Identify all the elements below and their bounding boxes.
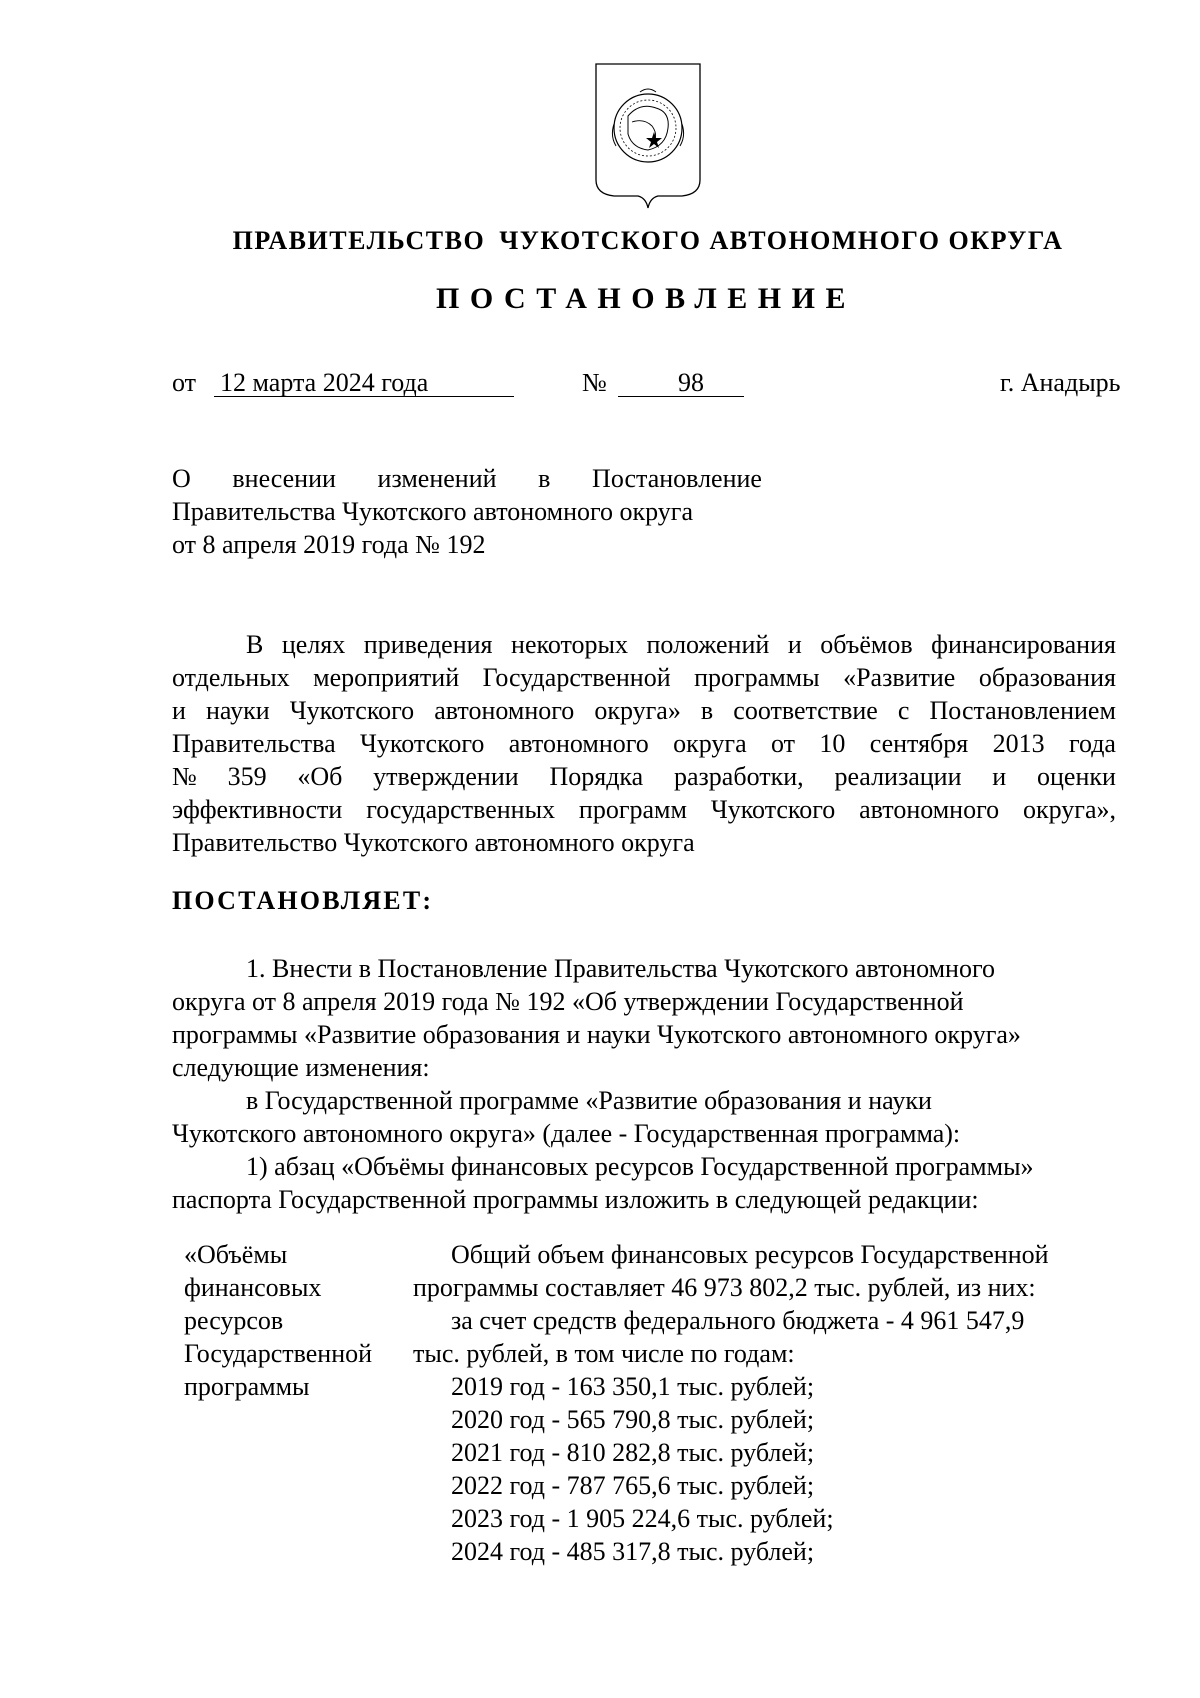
organization-title-part2: ЧУКОТСКОГО АВТОНОМНОГО ОКРУГА bbox=[499, 226, 1064, 255]
number-field bbox=[618, 366, 744, 400]
table-label-line: Государственной bbox=[184, 1339, 373, 1368]
word: 10 bbox=[819, 729, 846, 758]
word: приведения bbox=[363, 630, 493, 659]
document-subject bbox=[172, 462, 762, 561]
word: автономного bbox=[859, 795, 1000, 824]
preamble-line bbox=[172, 661, 1116, 694]
subject-word: Постановление bbox=[592, 464, 762, 493]
table-year-row: 2020 год - 565 790,8 тыс. рублей; bbox=[451, 1405, 815, 1434]
table-label-column bbox=[184, 1238, 404, 1403]
program-line: Чукотского автономного округа» (далее - Государственная программа): bbox=[172, 1119, 961, 1148]
item-1-line: 1. Внести в Постановление Правительства Чукотского автономного bbox=[246, 954, 995, 983]
document-type-title: ПОСТАНОВЛЕНИЕ bbox=[436, 282, 856, 315]
number-prefix: № bbox=[582, 368, 607, 397]
subitem-1-line: 1) абзац «Объёмы финансовых ресурсов Государственной программы» bbox=[246, 1152, 1034, 1181]
word: утверждении bbox=[373, 762, 519, 791]
table-value-line: тыс. рублей, в том числе по годам: bbox=[413, 1339, 795, 1368]
word: реализации bbox=[834, 762, 962, 791]
word: Постановлением bbox=[929, 696, 1116, 725]
word: «Об bbox=[297, 762, 343, 791]
subject-line-1 bbox=[172, 462, 762, 495]
word: финансирования bbox=[931, 630, 1116, 659]
table-year-row: 2023 год - 1 905 224,6 тыс. рублей; bbox=[451, 1504, 834, 1533]
preamble-line bbox=[172, 628, 1116, 661]
word: эффективности bbox=[172, 795, 343, 824]
item-1-line-last: следующие изменения: bbox=[172, 1053, 430, 1082]
table-year-row: 2021 год - 810 282,8 тыс. рублей; bbox=[451, 1438, 815, 1467]
date-prefix: от bbox=[172, 368, 197, 397]
table-year-row: 2024 год - 485 317,8 тыс. рублей; bbox=[451, 1537, 815, 1566]
word: программ bbox=[578, 795, 687, 824]
word: 2013 bbox=[992, 729, 1045, 758]
word: автономного bbox=[508, 729, 649, 758]
word: № bbox=[172, 762, 197, 791]
subject-line-2: Правительства Чукотского автономного округа bbox=[172, 497, 694, 526]
table-year-row: 2019 год - 163 350,1 тыс. рублей; bbox=[451, 1372, 815, 1401]
table-value-column bbox=[413, 1238, 1119, 1568]
preamble-line-last: Правительство Чукотского автономного округа bbox=[172, 828, 695, 857]
preamble-line bbox=[172, 793, 1116, 826]
decree-items bbox=[172, 952, 1116, 1216]
word: и bbox=[172, 696, 186, 725]
table-value-line: за счет средств федерального бюджета - 4 961 547,9 bbox=[451, 1306, 1025, 1335]
word: «Развитие bbox=[843, 663, 956, 692]
word: округа» bbox=[594, 696, 681, 725]
preamble-line bbox=[172, 694, 1116, 727]
word: сентября bbox=[869, 729, 969, 758]
table-value-line: Общий объем финансовых ресурсов Государственной bbox=[451, 1240, 1049, 1269]
word: отдельных bbox=[172, 663, 290, 692]
word: в bbox=[700, 696, 714, 725]
document-date: 12 марта 2024 года bbox=[214, 369, 514, 397]
table-label-line: ресурсов bbox=[184, 1306, 284, 1335]
table-label-line: «Объёмы bbox=[184, 1240, 288, 1269]
preamble-line bbox=[172, 727, 1116, 760]
word: округа bbox=[673, 729, 747, 758]
word: некоторых bbox=[511, 630, 628, 659]
word: Порядка bbox=[549, 762, 644, 791]
preamble-line bbox=[172, 760, 1116, 793]
word: с bbox=[897, 696, 910, 725]
item-1-line: программы «Развитие образования и науки Чукотского автономного округа» bbox=[172, 1020, 1021, 1049]
preamble bbox=[172, 628, 1116, 859]
table-value-line: программы составляет 46 973 802,2 тыс. рублей, из них: bbox=[413, 1273, 1036, 1302]
subject-word: изменений bbox=[377, 464, 497, 493]
coat-of-arms-emblem bbox=[592, 62, 704, 212]
word: Чукотского bbox=[710, 795, 836, 824]
program-line: в Государственной программе «Развитие образования и науки bbox=[246, 1086, 932, 1115]
table-label-line: финансовых bbox=[184, 1273, 322, 1302]
word: мероприятий bbox=[313, 663, 460, 692]
word: В bbox=[246, 630, 264, 659]
word: Чукотского bbox=[359, 729, 485, 758]
table-label-line: программы bbox=[184, 1372, 310, 1401]
word: Чукотского bbox=[289, 696, 415, 725]
subitem-1-line: паспорта Государственной программы изложить в следующей редакции: bbox=[172, 1185, 979, 1214]
organization-title-part1: ПРАВИТЕЛЬСТВО bbox=[232, 226, 486, 255]
word: и bbox=[992, 762, 1007, 791]
word: Государственной bbox=[482, 663, 671, 692]
subject-word: О bbox=[172, 464, 191, 493]
subject-word: в bbox=[538, 464, 551, 493]
date-field bbox=[214, 366, 514, 400]
decree-word: ПОСТАНОВЛЯЕТ: bbox=[172, 886, 434, 915]
word: объёмов bbox=[820, 630, 913, 659]
word: и bbox=[787, 630, 802, 659]
table-year-row: 2022 год - 787 765,6 тыс. рублей; bbox=[451, 1471, 815, 1500]
word: целях bbox=[281, 630, 346, 659]
word: автономного bbox=[434, 696, 575, 725]
word: округа», bbox=[1023, 795, 1116, 824]
word: науки bbox=[206, 696, 270, 725]
word: от bbox=[770, 729, 796, 758]
word: соответствие bbox=[733, 696, 878, 725]
word: оценки bbox=[1037, 762, 1116, 791]
word: положений bbox=[646, 630, 770, 659]
document-city: г. Анадырь bbox=[1000, 368, 1121, 397]
word: программы bbox=[694, 663, 820, 692]
word: 359 bbox=[227, 762, 267, 791]
word: государственных bbox=[366, 795, 556, 824]
subject-word: внесении bbox=[232, 464, 336, 493]
subject-line-3: от 8 апреля 2019 года № 192 bbox=[172, 530, 486, 559]
word: года bbox=[1068, 729, 1116, 758]
organization-title bbox=[48, 226, 1200, 256]
word: образования bbox=[978, 663, 1116, 692]
item-1-line: округа от 8 апреля 2019 года № 192 «Об утверждении Государственной bbox=[172, 987, 964, 1016]
word: разработки, bbox=[674, 762, 804, 791]
word: Правительства bbox=[172, 729, 336, 758]
document-number: 98 bbox=[618, 369, 744, 397]
